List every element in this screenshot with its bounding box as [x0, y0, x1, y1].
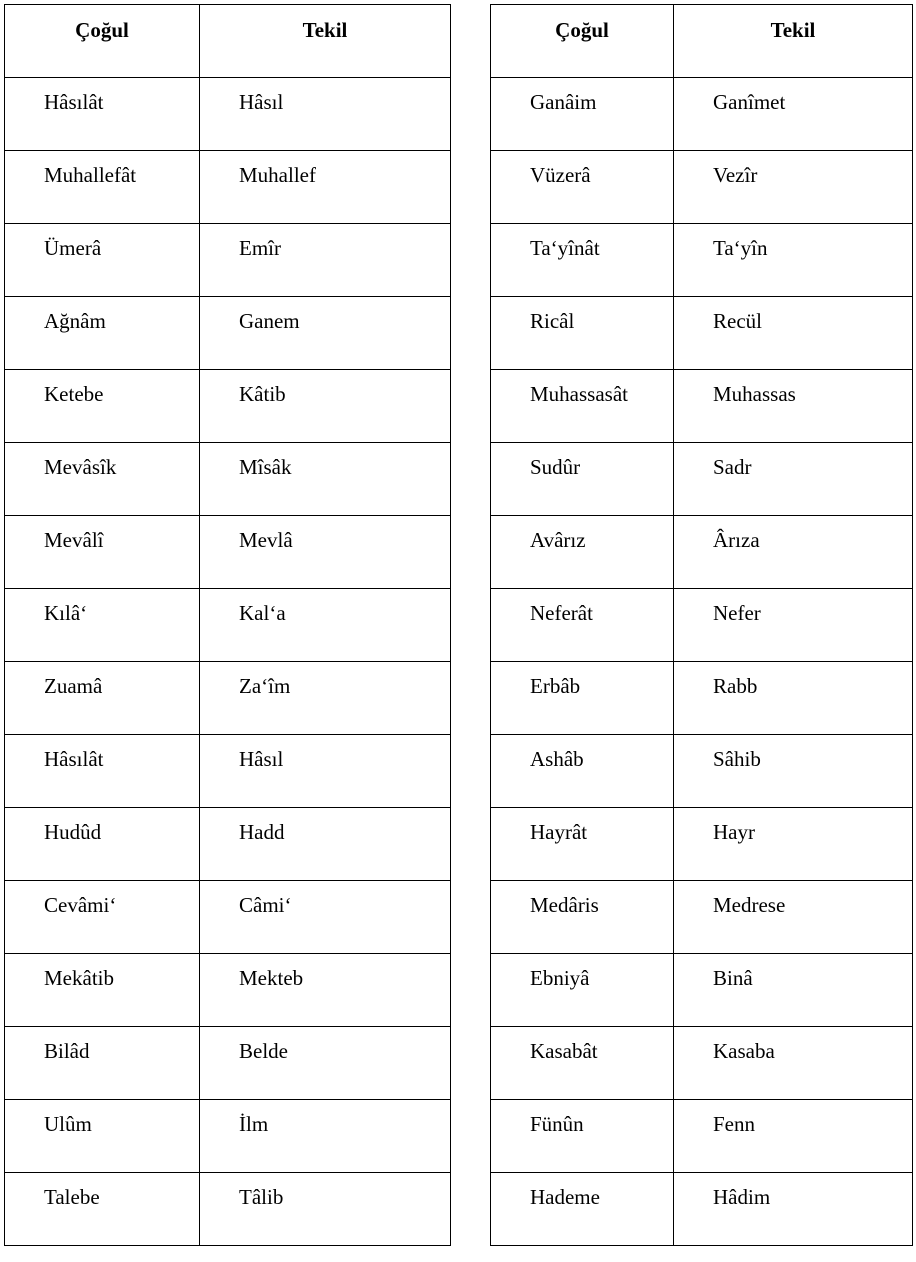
table-row — [5, 808, 451, 881]
plural-cell: Ağnâm — [5, 297, 200, 370]
plural-cell: Kasabât — [491, 1027, 674, 1100]
right-word-table — [490, 4, 913, 1246]
table-row — [5, 370, 451, 443]
left-table-body — [5, 78, 451, 1246]
plural-cell: Ebniyâ — [491, 954, 674, 1027]
singular-cell: Emîr — [200, 224, 451, 297]
right-table-body — [491, 78, 913, 1246]
singular-cell: Hayr — [674, 808, 913, 881]
plural-cell: Sudûr — [491, 443, 674, 516]
singular-cell: Rabb — [674, 662, 913, 735]
table-row — [5, 224, 451, 297]
plural-cell: Hudûd — [5, 808, 200, 881]
table-row — [491, 589, 913, 662]
singular-cell: Sadr — [674, 443, 913, 516]
singular-cell: Hâsıl — [200, 78, 451, 151]
table-row — [5, 443, 451, 516]
plural-cell: Fünûn — [491, 1100, 674, 1173]
plural-cell: Medâris — [491, 881, 674, 954]
singular-cell: İlm — [200, 1100, 451, 1173]
singular-header: Tekil — [200, 5, 451, 78]
table-row — [5, 662, 451, 735]
plural-cell: Ashâb — [491, 735, 674, 808]
singular-cell: Mevlâ — [200, 516, 451, 589]
plural-cell: Neferât — [491, 589, 674, 662]
singular-header: Tekil — [674, 5, 913, 78]
singular-cell: Kasaba — [674, 1027, 913, 1100]
table-row — [491, 224, 913, 297]
plural-cell: Talebe — [5, 1173, 200, 1246]
singular-cell: Mekteb — [200, 954, 451, 1027]
table-row — [491, 370, 913, 443]
table-row — [491, 1173, 913, 1246]
table-row — [491, 954, 913, 1027]
table-row — [491, 516, 913, 589]
singular-cell: Recül — [674, 297, 913, 370]
plural-cell: Muhallefât — [5, 151, 200, 224]
table-row — [491, 881, 913, 954]
singular-cell: Muhassas — [674, 370, 913, 443]
table-row — [5, 516, 451, 589]
singular-cell: Muhallef — [200, 151, 451, 224]
singular-cell: Ârıza — [674, 516, 913, 589]
plural-cell: Ganâim — [491, 78, 674, 151]
table-row — [491, 78, 913, 151]
singular-cell: Kal‘a — [200, 589, 451, 662]
table-row — [5, 1100, 451, 1173]
singular-cell: Fenn — [674, 1100, 913, 1173]
plural-cell: Ta‘yînât — [491, 224, 674, 297]
plural-cell: Mekâtib — [5, 954, 200, 1027]
table-row — [5, 589, 451, 662]
singular-cell: Kâtib — [200, 370, 451, 443]
table-row — [5, 78, 451, 151]
table-row — [491, 808, 913, 881]
singular-cell: Ganîmet — [674, 78, 913, 151]
table-row — [5, 1173, 451, 1246]
plural-cell: Muhassasât — [491, 370, 674, 443]
plural-cell: Erbâb — [491, 662, 674, 735]
header-row — [491, 5, 913, 78]
singular-cell: Nefer — [674, 589, 913, 662]
singular-cell: Binâ — [674, 954, 913, 1027]
plural-cell: Hâsılât — [5, 78, 200, 151]
plural-cell: Ketebe — [5, 370, 200, 443]
plural-header: Çoğul — [5, 5, 200, 78]
singular-cell: Hâdim — [674, 1173, 913, 1246]
table-row — [5, 151, 451, 224]
singular-cell: Medrese — [674, 881, 913, 954]
plural-cell: Hâsılât — [5, 735, 200, 808]
plural-cell: Ümerâ — [5, 224, 200, 297]
table-row — [5, 735, 451, 808]
table-row — [491, 297, 913, 370]
plural-cell: Ulûm — [5, 1100, 200, 1173]
singular-cell: Ganem — [200, 297, 451, 370]
plural-cell: Avârız — [491, 516, 674, 589]
table-row — [491, 151, 913, 224]
singular-cell: Za‘îm — [200, 662, 451, 735]
singular-cell: Vezîr — [674, 151, 913, 224]
table-row — [491, 662, 913, 735]
plural-cell: Ricâl — [491, 297, 674, 370]
table-row — [5, 1027, 451, 1100]
table-row — [5, 297, 451, 370]
singular-cell: Tâlib — [200, 1173, 451, 1246]
singular-cell: Ta‘yîn — [674, 224, 913, 297]
singular-cell: Hadd — [200, 808, 451, 881]
plural-cell: Mevâsîk — [5, 443, 200, 516]
singular-cell: Mîsâk — [200, 443, 451, 516]
table-row — [491, 735, 913, 808]
table-row — [491, 1027, 913, 1100]
singular-cell: Belde — [200, 1027, 451, 1100]
table-row — [5, 881, 451, 954]
left-word-table — [4, 4, 451, 1246]
table-row — [5, 954, 451, 1027]
plural-cell: Bilâd — [5, 1027, 200, 1100]
singular-cell: Sâhib — [674, 735, 913, 808]
plural-cell: Zuamâ — [5, 662, 200, 735]
plural-cell: Kılâ‘ — [5, 589, 200, 662]
plural-cell: Hayrât — [491, 808, 674, 881]
plural-cell: Mevâlî — [5, 516, 200, 589]
plural-cell: Vüzerâ — [491, 151, 674, 224]
singular-cell: Hâsıl — [200, 735, 451, 808]
singular-cell: Câmi‘ — [200, 881, 451, 954]
table-row — [491, 443, 913, 516]
header-row — [5, 5, 451, 78]
plural-cell: Cevâmi‘ — [5, 881, 200, 954]
table-row — [491, 1100, 913, 1173]
plural-cell: Hademe — [491, 1173, 674, 1246]
plural-header: Çoğul — [491, 5, 674, 78]
